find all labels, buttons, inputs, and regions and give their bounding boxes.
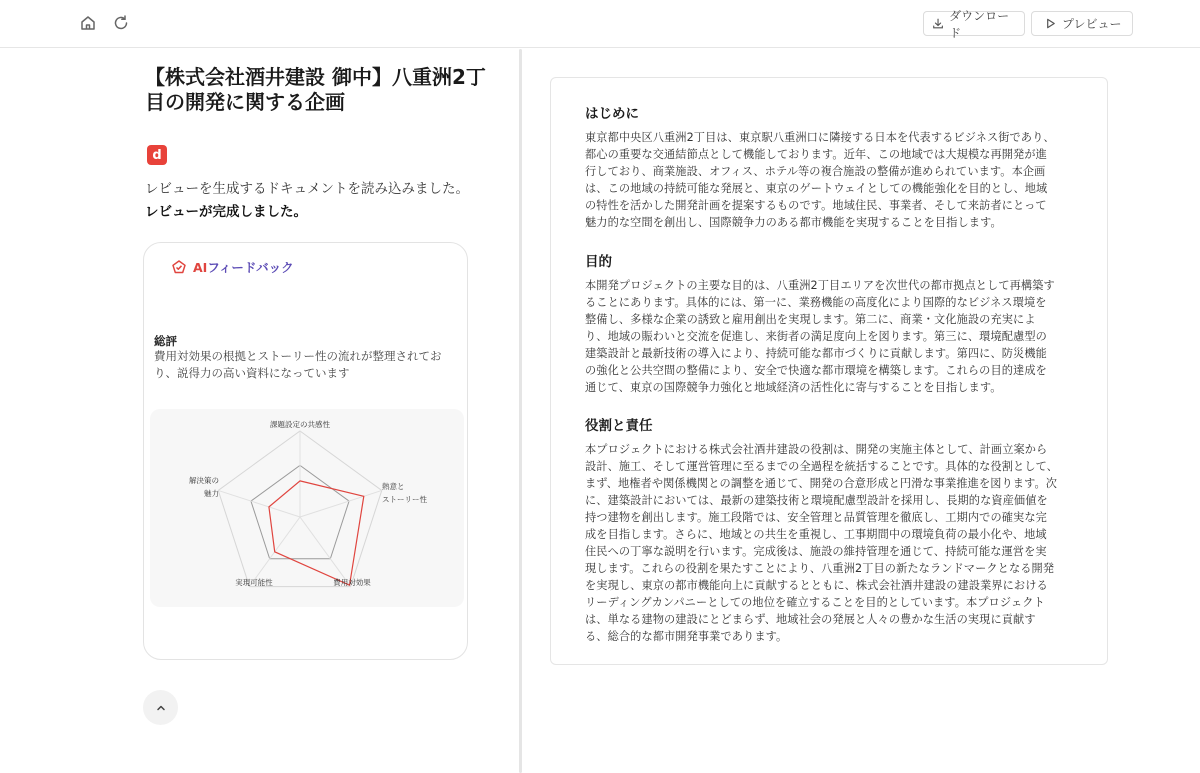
app-logo: d (147, 145, 167, 165)
document-pane (522, 49, 1200, 773)
radar-axis-label: 実現可能性 (235, 578, 273, 587)
collapse-button[interactable] (143, 690, 178, 725)
section-line: 本プロジェクトにおける株式会社酒井建設の役割は、開発の実施主体として、計画立案から (585, 443, 1048, 456)
summary-text: 費用対効果の根拠とストーリー性の流れが整理されており、説得力の高い資料になっています (154, 349, 442, 380)
section-line: る、総合的な都市開発事業であります。 (585, 630, 788, 643)
section-line: 都心の重要な交通結節点として機能しております。近年、この地域では大規模な再開発が進 (585, 148, 1047, 161)
radar-chart-svg (150, 409, 464, 607)
section-line: 成を目指します。さらに、地域との共生を重視し、工事期間中の環境負荷の最小化や、地域 (585, 528, 1047, 541)
radar-axis-label: 解決策の魅力 (189, 476, 219, 498)
section-title: 役割と責任 (585, 418, 653, 434)
section-line: 持つ建物を創出します。施工段階では、安全管理と品質管理を徹底し、工期内での確実な完 (585, 511, 1047, 524)
page-title: 【株式会社酒井建設 御中】八重洲2丁目の開発に関する企画 (145, 65, 486, 114)
section-line: 本開発プロジェクトの主要な目的は、八重洲2丁目エリアを次世代の都市拠点として再構築す (585, 279, 1055, 292)
radar-axis-label: 費用対効果 (333, 578, 371, 587)
document-card (550, 77, 1108, 665)
preview-button[interactable] (1031, 11, 1133, 36)
radar-axis-line (300, 517, 351, 587)
summary-label: 総評 (154, 334, 177, 348)
section-title: 目的 (585, 254, 612, 270)
home-icon[interactable] (78, 13, 98, 33)
radar-axis-line (300, 490, 382, 517)
section-line: 通じて、東京の国際競争力強化と地域経済の活性化に寄与することを目指します。 (585, 381, 1002, 394)
ai-feedback-title-suffix: フィードバック (207, 260, 294, 275)
section-line: の特性を活かした開発計画を提案するものです。地域住民、事業者、そして来訪者にとって (585, 199, 1047, 212)
section-body (585, 441, 1077, 645)
section-line: まず、地権者や関係機関との調整を通じて、開発の合意形成と円滑な事業推進を図ります。次 (585, 477, 1058, 490)
completed-message: レビューが完成しました。 (145, 204, 307, 220)
refresh-icon[interactable] (111, 13, 131, 33)
section-title: はじめに (585, 106, 639, 122)
download-icon (932, 17, 944, 30)
section-line: 現します。これらの役割を果たすことにより、八重洲2丁目の新たなランドマークとなる開発 (585, 562, 1055, 575)
radar-axis-label: 熱意とストーリー性 (382, 482, 427, 504)
section-line: に、建築設計においては、最新の建築技術と環境配慮型設計を採用し、長期的な資産価値を (585, 494, 1048, 507)
download-button[interactable] (923, 8, 1025, 40)
section-line: ることにあります。具体的には、第一に、業務機能の高度化により国際的なビジネス環境を (585, 296, 1047, 309)
section-line: 整備し、多様な企業の誘致と雇用創出を実現します。第二に、商業・文化施設の充実によ (585, 313, 1036, 326)
ai-feedback-title (193, 258, 294, 276)
review-pane (0, 49, 520, 773)
section-line: 東京都中央区八重洲2丁目は、東京駅八重洲口に隣接する日本を代表するビジネス街であり、 (585, 131, 1055, 144)
section-line: の強化と公共空間の整備により、安全で快適な都市環境を構築します。これらの目的達成を (585, 364, 1047, 377)
play-icon (1044, 17, 1057, 30)
section-line: 建築設計と最新技術の導入により、持続可能な都市づくりに貢献します。第四に、防災機能 (585, 347, 1047, 360)
download-label: ダウンロード (949, 8, 1010, 40)
pentagon-icon (171, 259, 187, 275)
section-line: 行しており、商業施設、オフィス、ホテル等の複合施設の整備が進められています。本企画 (585, 165, 1046, 178)
loaded-message: レビューを生成するドキュメントを読み込みました。 (145, 181, 469, 197)
ai-feedback-card (143, 242, 468, 660)
section-body (585, 277, 1077, 396)
section-line: 設計、施工、そして運営管理に至るまでの全過程を統括することです。具体的な役割として、 (585, 460, 1058, 473)
section-line: を実現し、東京の都市機能向上に貢献するとともに、株式会社酒井建設の建設業界における (585, 579, 1048, 592)
section-line: 魅力的な空間を創出し、国際競争力のある都市機能を実現することを目指します。 (585, 216, 1002, 229)
radar-chart (150, 409, 464, 607)
top-bar (0, 0, 1200, 48)
radar-axis-label: 課題設定の共感性 (270, 420, 330, 429)
ai-feedback-title-prefix: AI (193, 260, 208, 275)
section-body (585, 129, 1077, 231)
chevron-up-icon (155, 702, 167, 714)
section-line: 住民への丁寧な説明を行います。完成後は、施設の維持管理を通じて、持続可能な運営を実 (585, 545, 1047, 558)
ai-feedback-header (171, 258, 294, 276)
radar-series (269, 481, 364, 585)
section-line: は、この地域の持続可能な発展と、東京のゲートウェイとしての機能強化を目的とし、地域 (585, 182, 1048, 195)
preview-label: プレビュー (1062, 17, 1122, 31)
section-line: リーディングカンパニーとしての地位を確立することを目的としています。本プロジェクト (585, 596, 1045, 609)
section-line: り、地域の賑わいと交流を促進し、来街者の満足度向上を図ります。第三に、環境配慮型の (585, 330, 1047, 343)
section-line: は、単なる建物の建設にとどまらず、地域社会の発展と人々の豊かな生活の実現に貢献す (585, 613, 1036, 626)
radar-axis-line (218, 490, 300, 517)
